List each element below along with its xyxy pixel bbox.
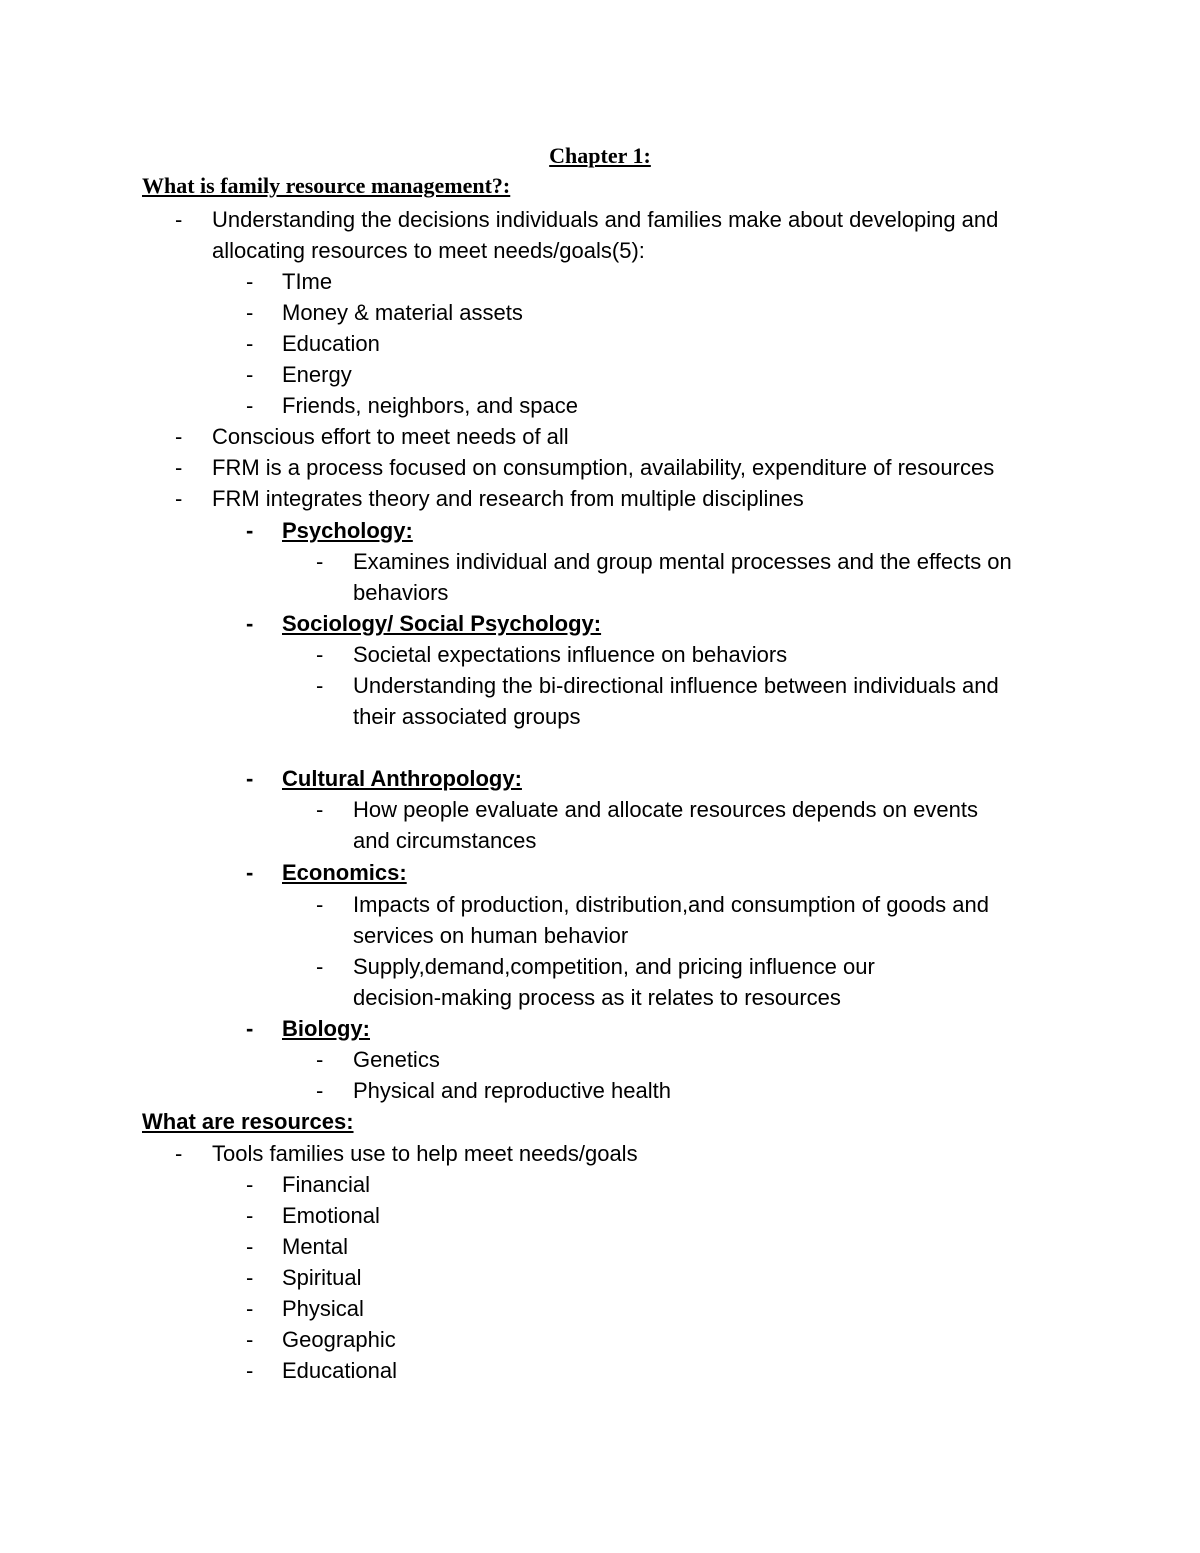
discipline-name: Sociology/ Social Psychology: — [282, 611, 602, 636]
bullet-dash: - — [246, 1296, 254, 1321]
bullet-dash: - — [246, 1265, 254, 1290]
list-item-text: Mental — [282, 1234, 349, 1259]
list-item-text: How people evaluate and allocate resources depends on events — [353, 797, 978, 822]
list-item-text: behaviors — [353, 580, 449, 605]
list-item-text: services on human behavior — [353, 923, 629, 948]
bullet-dash: - — [316, 1078, 324, 1103]
section-heading-resources: What are resources: — [142, 1109, 354, 1134]
section-heading-frm: What is family resource management?: — [142, 173, 511, 198]
chapter-title: Chapter 1: — [549, 143, 651, 168]
list-item-text: Education — [282, 331, 380, 356]
list-item-text: Understanding the bi-directional influence between individuals and — [353, 673, 999, 698]
list-item-text: Supply,demand,competition, and pricing influence our — [353, 954, 875, 979]
bullet-dash: - — [246, 1358, 254, 1383]
list-item-text: Conscious effort to meet needs of all — [212, 424, 569, 449]
bullet-dash: - — [246, 518, 254, 543]
discipline-name: Psychology: — [282, 518, 413, 543]
bullet-dash: - — [246, 393, 254, 418]
bullet-dash: - — [316, 797, 324, 822]
list-item-text: FRM integrates theory and research from multiple disciplines — [212, 486, 804, 511]
bullet-dash: - — [246, 860, 254, 885]
bullet-dash: - — [316, 673, 324, 698]
list-item-text: Impacts of production, distribution,and consumption of goods and — [353, 892, 989, 917]
list-item-text: Examines individual and group mental processes and the effects on — [353, 549, 1012, 574]
list-item-text: Physical and reproductive health — [353, 1078, 671, 1103]
list-item-text: Spiritual — [282, 1265, 362, 1290]
discipline-name: Economics: — [282, 860, 407, 885]
bullet-dash: - — [246, 269, 254, 294]
discipline-name: Biology: — [282, 1016, 370, 1041]
list-item-text: Tools families use to help meet needs/goals — [212, 1141, 638, 1166]
list-item-text: Societal expectations influence on behaviors — [353, 642, 788, 667]
bullet-dash: - — [175, 1141, 183, 1166]
bullet-dash: - — [246, 611, 254, 636]
bullet-dash: - — [175, 455, 183, 480]
list-item-text: Money & material assets — [282, 300, 523, 325]
list-item-text: FRM is a process focused on consumption, availability, expenditure of resources — [212, 455, 995, 480]
bullet-dash: - — [246, 331, 254, 356]
list-item-text: Physical — [282, 1296, 364, 1321]
bullet-dash: - — [175, 486, 183, 511]
bullet-dash: - — [316, 954, 324, 979]
bullet-dash: - — [246, 1203, 254, 1228]
bullet-dash: - — [316, 892, 324, 917]
bullet-dash: - — [316, 642, 324, 667]
bullet-dash: - — [316, 549, 324, 574]
list-item-text: allocating resources to meet needs/goals(5): — [212, 238, 645, 263]
list-item-text: their associated groups — [353, 704, 581, 729]
list-item-text: Geographic — [282, 1327, 396, 1352]
list-item-text: TIme — [282, 269, 333, 294]
list-item-text: Understanding the decisions individuals and families make about developing and — [212, 207, 999, 232]
bullet-dash: - — [246, 1172, 254, 1197]
bullet-dash: - — [246, 362, 254, 387]
list-item-text: Emotional — [282, 1203, 380, 1228]
list-item-text: Educational — [282, 1358, 397, 1383]
list-item-text: and circumstances — [353, 828, 537, 853]
list-item-text: Friends, neighbors, and space — [282, 393, 578, 418]
list-item-text: decision-making process as it relates to resources — [353, 985, 841, 1010]
discipline-name: Cultural Anthropology: — [282, 766, 522, 791]
bullet-dash: - — [316, 1047, 324, 1072]
list-item-text: Genetics — [353, 1047, 440, 1072]
bullet-dash: - — [175, 424, 183, 449]
bullet-dash: - — [246, 1327, 254, 1352]
bullet-dash: - — [246, 766, 254, 791]
bullet-dash: - — [246, 300, 254, 325]
bullet-dash: - — [246, 1234, 254, 1259]
bullet-dash: - — [175, 207, 183, 232]
bullet-dash: - — [246, 1016, 254, 1041]
list-item-text: Energy — [282, 362, 352, 387]
list-item-text: Financial — [282, 1172, 371, 1197]
